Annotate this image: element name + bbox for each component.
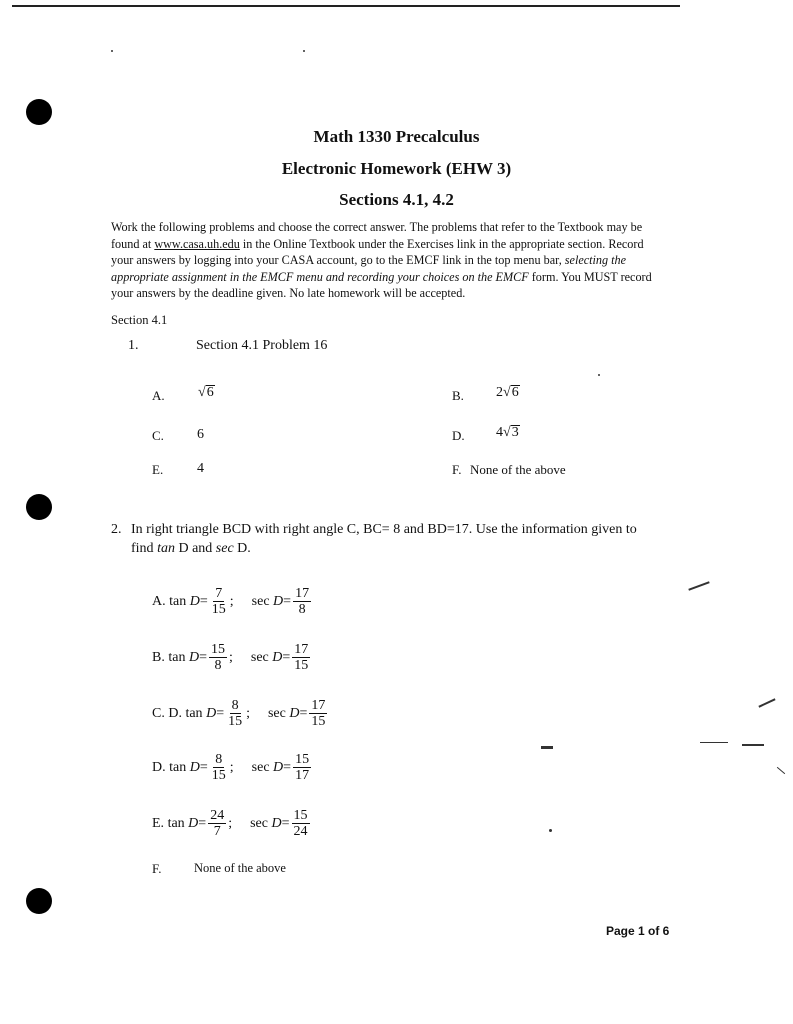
scan-mark (111, 50, 113, 52)
q1-option-d-value: 4√ 3 (496, 425, 519, 440)
option-letter: E. (152, 815, 165, 831)
q1-option-c-value: 6 (197, 427, 204, 442)
option-letter: B. (152, 649, 165, 665)
scan-mark (598, 374, 600, 376)
q1-option-c-letter: C. (152, 428, 164, 443)
sections-title: Sections 4.1, 4.2 (339, 190, 454, 209)
scan-mark (549, 829, 552, 832)
q2-option-e: E. tan D = $\frac{24}{7}$ ; sec D = $\frac{15}{24}$ (152, 808, 308, 839)
sec-fraction: $\frac{15}{24}$ (293, 808, 308, 839)
q2-option-a: A. tan D = $\frac{7}{15}$ ; sec D = $\frac{17}{8}$ (152, 586, 310, 617)
tan-fraction: $\frac{8}{15}$ (211, 752, 226, 783)
q1-option-b-letter: B. (452, 388, 464, 403)
question-2-line-2: find tan D and sec D. (131, 541, 251, 556)
q1-option-a-value: √ 6 (198, 385, 214, 400)
scan-mark (688, 581, 709, 590)
tan-fraction: $\frac{15}{8}$ (210, 642, 225, 673)
option-letter: D. (152, 759, 166, 775)
instructions-paragraph: Work the following problems and choose the correct answer. The problems that refer to the Textbook may be found at www.casa.uh.edu in the Online Textbook under the Exercises link in the appropriate section. Record your answers by logging into your CASA account, go to the EMCF link in the top menu bar, selecting the appropriate assignment in the EMCF menu and recording your choices on the EMCF form. You MUST record your answers by the deadline given. No late homework will be accepted. (111, 220, 652, 301)
section-label: Section 4.1 (111, 313, 168, 327)
question-2-number: 2. (111, 522, 122, 537)
scan-mark (758, 698, 775, 707)
scan-mark (700, 742, 728, 743)
tan-fraction: $\frac{7}{15}$ (211, 586, 226, 617)
option-letter: A. (152, 593, 166, 609)
q1-option-d-letter: D. (452, 428, 465, 443)
binder-hole-icon (26, 888, 52, 914)
binder-hole-icon (26, 99, 52, 125)
q2-option-f-letter: F. (152, 861, 162, 876)
question-2-line-1: In right triangle BCD with right angle C, BC= 8 and BD=17. Use the information given to (131, 522, 637, 537)
scan-mark (742, 744, 764, 746)
top-rule (12, 5, 680, 7)
sec-fraction: $\frac{15}{17}$ (295, 752, 310, 783)
sec-fraction: $\frac{17}{8}$ (295, 586, 310, 617)
question-1-text: Section 4.1 Problem 16 (196, 338, 328, 353)
casa-link[interactable]: www.casa.uh.edu (154, 236, 240, 251)
q1-option-e-value: 4 (197, 461, 204, 476)
course-title: Math 1330 Precalculus (313, 127, 480, 146)
scan-mark (541, 746, 553, 749)
q1-option-b-value: 2√ 6 (496, 385, 519, 400)
binder-hole-icon (26, 494, 52, 520)
q1-option-e-letter: E. (152, 462, 164, 477)
assignment-title: Electronic Homework (EHW 3) (281, 159, 512, 178)
sec-fraction: $\frac{17}{15}$ (294, 642, 309, 673)
q1-option-f-letter: F. (452, 462, 462, 477)
page-number: Page 1 of 6 (606, 924, 670, 938)
q2-option-d: D. tan D = $\frac{8}{15}$ ; sec D = $\frac{15}{17}$ (152, 752, 310, 783)
q2-option-b: B. tan D = $\frac{15}{8}$ ; sec D = $\frac{17}{15}$ (152, 642, 309, 673)
tan-fraction: $\frac{24}{7}$ (210, 808, 225, 839)
q2-option-f-text: None of the above (194, 861, 286, 875)
q2-option-c: C. D. tan D = $\frac{8}{15}$ ; sec D = $\frac{17}{15}$ (152, 698, 326, 729)
option-letter: C. D. (152, 705, 182, 721)
q1-option-a-letter: A. (152, 388, 165, 403)
sec-fraction: $\frac{17}{15}$ (311, 698, 326, 729)
question-1-number: 1. (128, 338, 139, 353)
q1-option-f-value: None of the above (470, 462, 566, 477)
scan-mark (303, 50, 305, 52)
tan-fraction: $\frac{8}{15}$ (228, 698, 243, 729)
scan-mark (777, 767, 785, 774)
